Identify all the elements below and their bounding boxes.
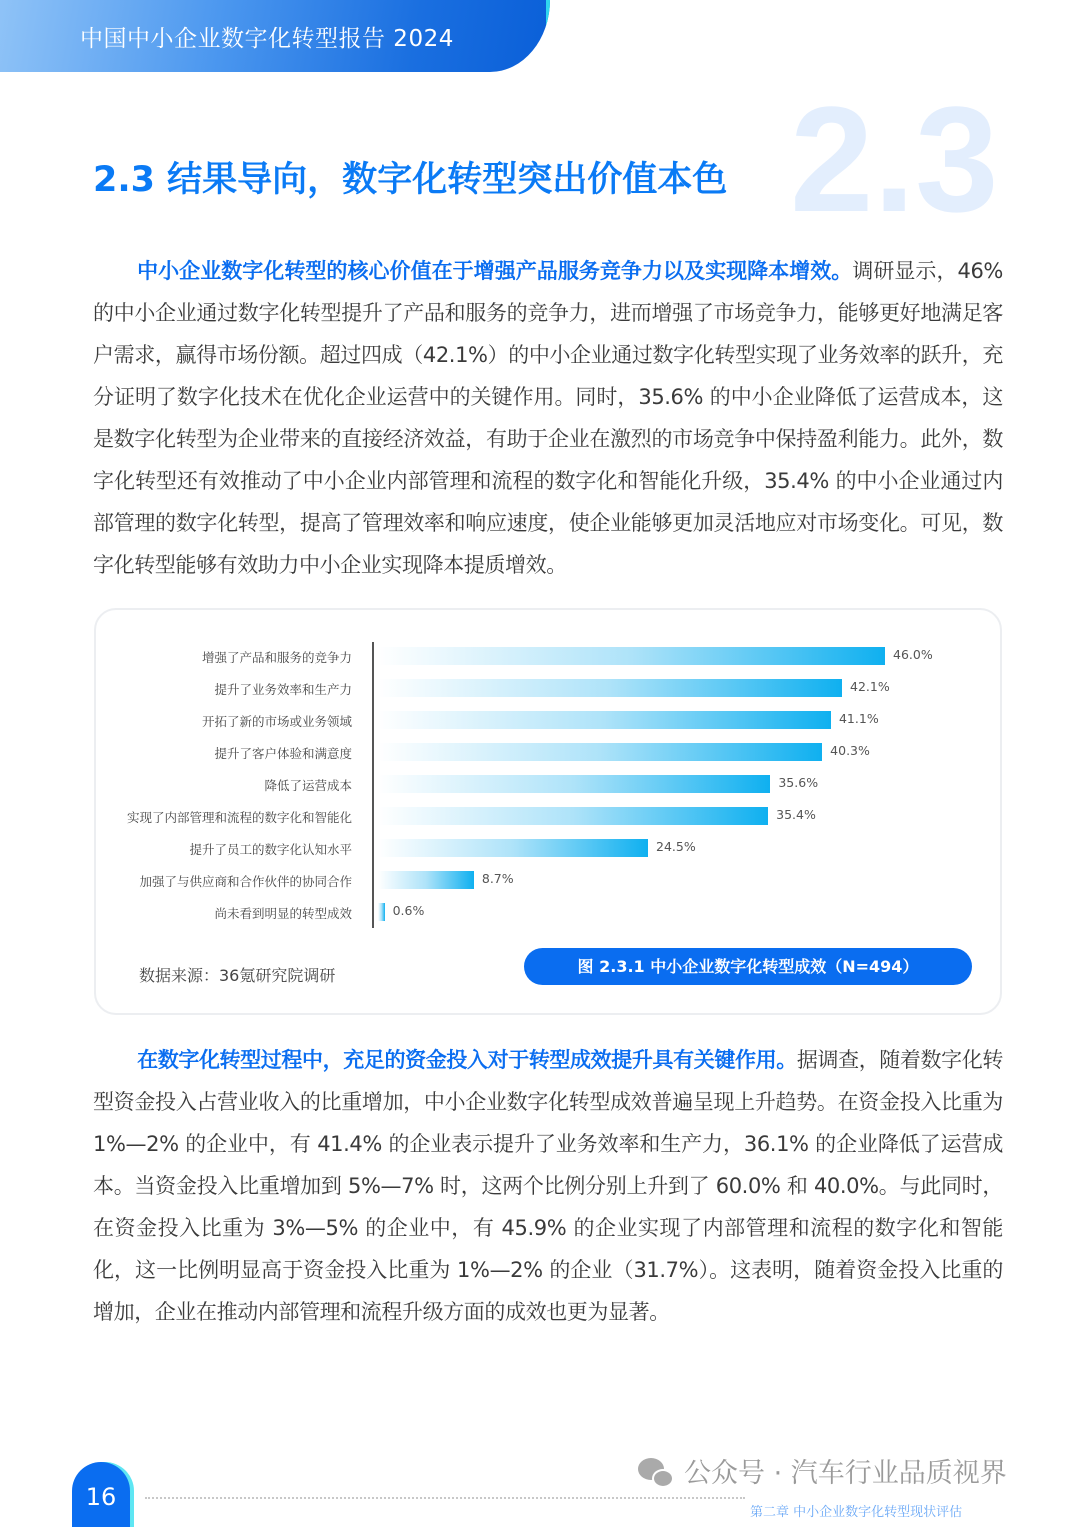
bar — [378, 807, 768, 825]
chart-row — [96, 864, 996, 896]
bar — [378, 871, 474, 889]
chart-row — [96, 736, 996, 768]
chapter-label: 第二章 中小企业数字化转型现状评估 — [750, 1505, 963, 1520]
bar-value-label: 41.1% — [838, 711, 879, 726]
chart-row — [96, 832, 996, 864]
bar — [378, 647, 885, 665]
bar — [378, 743, 822, 761]
chart-row — [96, 768, 996, 800]
bar-label: 开拓了新的市场或业务领域 — [201, 714, 352, 729]
bar — [378, 711, 831, 729]
data-source: 数据来源：36氪研究院调研 — [139, 966, 336, 985]
section-title: 2.3 结果导向，数字化转型突出价值本色 — [93, 160, 728, 200]
chart-row — [96, 800, 996, 832]
chart-row — [96, 640, 996, 672]
figure-caption: 图 2.3.1 中小企业数字化转型成效（N=494） — [524, 948, 972, 985]
bar-label: 降低了运营成本 — [264, 778, 352, 793]
wechat-watermark — [638, 1458, 1007, 1490]
bar-value-label: 0.6% — [392, 903, 425, 918]
chart-row — [96, 704, 996, 736]
bar-label: 提升了员工的数字化认知水平 — [189, 842, 352, 857]
paragraph-1 — [93, 250, 1003, 586]
chart-row — [96, 896, 996, 928]
footer-divider — [145, 1497, 745, 1499]
page-number: 16 — [72, 1462, 130, 1527]
chart-row — [96, 672, 996, 704]
wechat-account: 公众号 · 汽车行业品质视界 — [684, 1458, 1007, 1489]
chart-card — [94, 608, 1002, 1015]
bar-label: 加强了与供应商和合作伙伴的协同合作 — [139, 874, 352, 889]
bar-value-label: 8.7% — [481, 871, 514, 886]
bar-value-label: 35.6% — [778, 775, 819, 790]
paragraph-text: 据调查，随着数字化转型资金投入占营业收入的比重增加，中小企业数字化转型成效普遍呈现上升趋势。在资金投入比重为 1%—2% 的企业中，有 41.4% 的企业表示提升了业务效率和生产力，36.1% 的企业降低了运营成本。当资金投入比重增加到 5%—7% 时，这两个比例分别上升到了 60.0% 和 40.0%。与此同时，在资金投入比重为 3%—5% 的企业中，有 45.9% 的企业实现了内部管理和流程的数字化和智能化，这一比例明显高于资金投入比重为 1%—2% 的企业（31.7%）。这表明，随着资金投入比重的增加，企业在推动内部管理和流程升级方面的成效也更为显著。 — [93, 1048, 1003, 1324]
paragraph-lead: 中小企业数字化转型的核心价值在于增强产品服务竞争力以及实现降本增效。 — [137, 259, 853, 283]
bar-value-label: 35.4% — [776, 807, 816, 822]
paragraph-text: 调研显示，46% 的中小企业通过数字化转型提升了产品和服务的竞争力，进而增强了市场竞争力，能够更好地满足客户需求，赢得市场份额。超过四成（42.1%）的中小企业通过数字化转型实现了业务效率的跃升，充分证明了数字化技术在优化企业运营中的关键作用。同时，35.6% 的中小企业降低了运营成本，这是数字化转型为企业带来的直接经济效益，有助于企业在激烈的市场竞争中保持盈利能力。此外，数字化转型还有效推动了中小企业内部管理和流程的数字化和智能化升级，35.4% 的中小企业通过内部管理的数字化转型，提高了管理效率和响应速度，使企业能够更加灵活地应对市场变化。可见，数字化转型能够有效助力中小企业实现降本提质增效。 — [93, 259, 1003, 577]
report-header-banner — [0, 0, 550, 72]
bar-value-label: 46.0% — [893, 647, 933, 662]
bar-label: 实现了内部管理和流程的数字化和智能化 — [126, 810, 352, 825]
section-number-watermark: 2.3 — [790, 75, 999, 243]
bar — [378, 679, 842, 697]
bar-label: 增强了产品和服务的竞争力 — [201, 650, 352, 665]
paragraph-lead: 在数字化转型过程中，充足的资金投入对于转型成效提升具有关键作用。 — [137, 1048, 797, 1072]
wechat-icon — [638, 1458, 676, 1490]
bar — [378, 903, 385, 921]
bar-value-label: 40.3% — [830, 743, 870, 758]
bar-label: 尚未看到明显的转型成效 — [214, 906, 352, 921]
bar-value-label: 24.5% — [656, 839, 696, 854]
main-content — [93, 250, 1003, 1333]
bar-label: 提升了业务效率和生产力 — [214, 682, 352, 697]
bar — [378, 775, 770, 793]
bar-label: 提升了客户体验和满意度 — [214, 746, 352, 761]
paragraph-2 — [93, 1039, 1003, 1333]
report-title: 中国中小企业数字化转型报告 2024 — [80, 26, 454, 52]
bar — [378, 839, 648, 857]
bar-value-label: 42.1% — [850, 679, 890, 694]
